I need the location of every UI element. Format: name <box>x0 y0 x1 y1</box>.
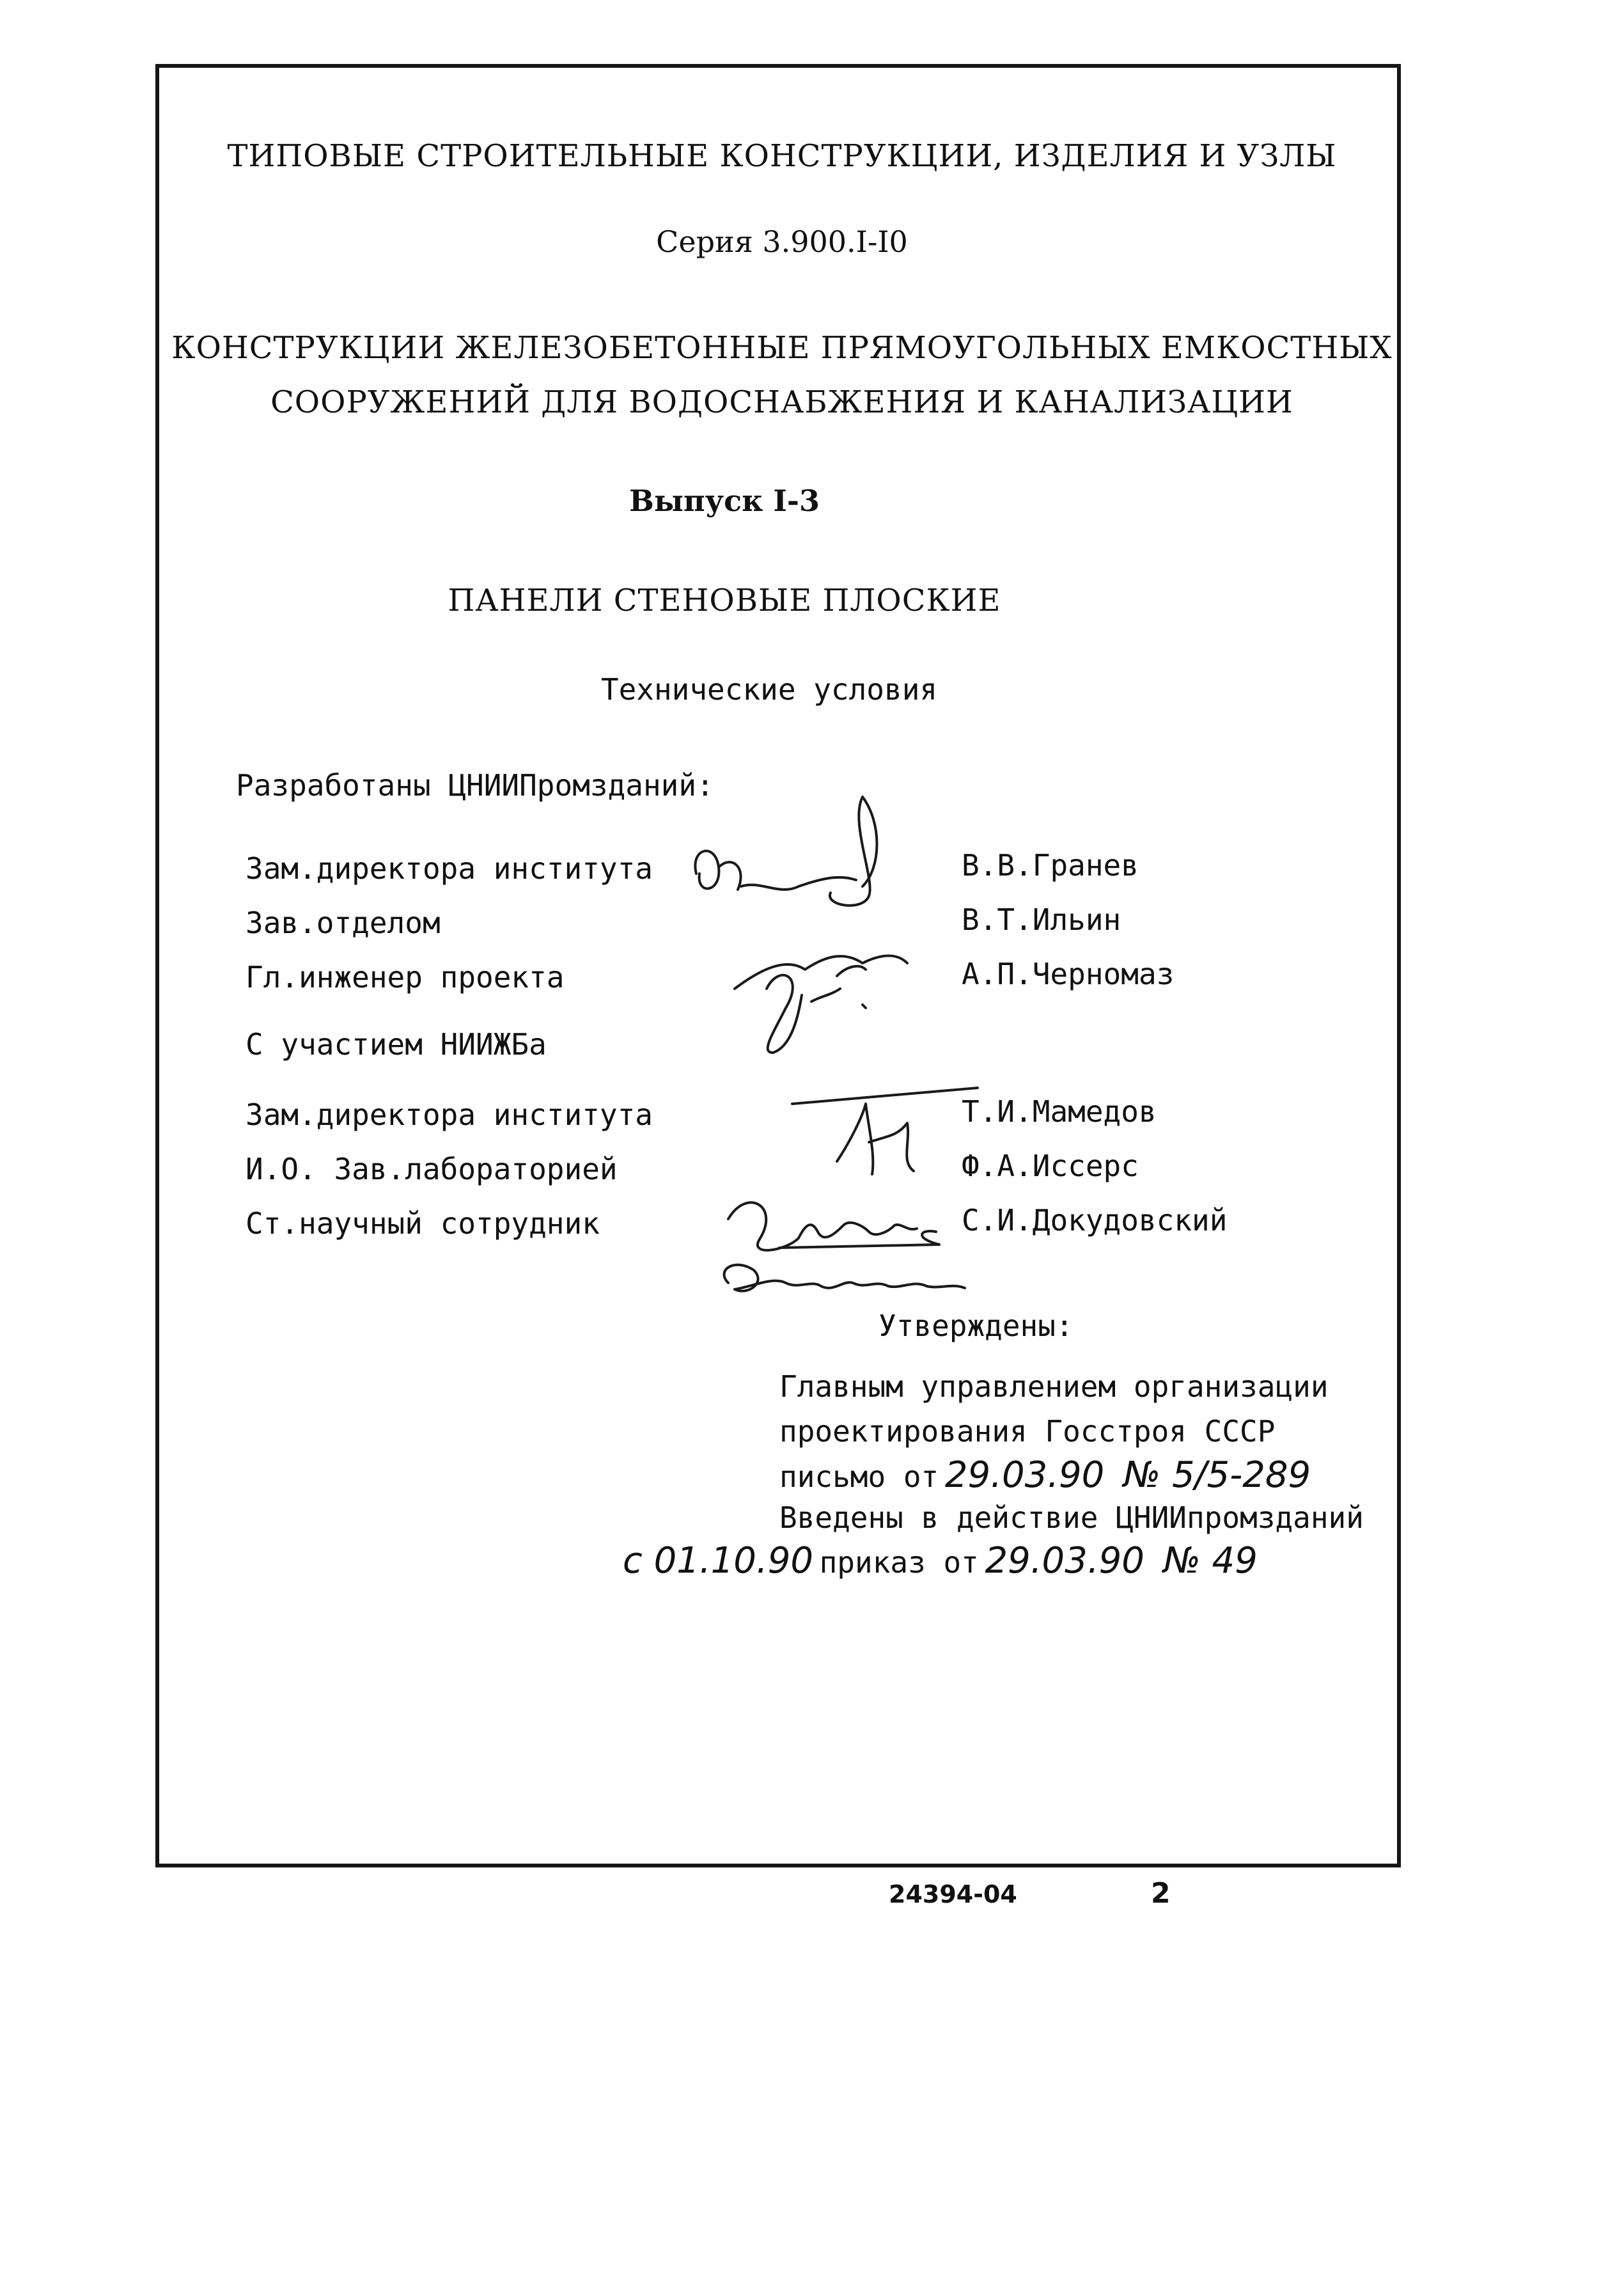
signature-granev <box>671 784 965 1065</box>
page-number: 2 <box>1151 1877 1171 1910</box>
page-frame <box>155 64 1401 1867</box>
approval-letter <box>779 1454 1311 1496</box>
approval-line-2: проектирования Госстроя СССР <box>779 1414 1276 1449</box>
participant-role-1: Зам.директора института <box>246 1097 653 1132</box>
letter-prefix: письмо от <box>779 1459 939 1494</box>
participant-name-1: Т.И.Мамедов <box>962 1094 1157 1129</box>
document-code: 24394-04 <box>889 1880 1017 1908</box>
participants-heading: С участием НИИЖБа <box>246 1027 547 1062</box>
approval-line-4: Введены в действие ЦНИИпромзданий <box>779 1500 1364 1535</box>
participant-role-2: И.О. Зав.лабораторией <box>246 1152 618 1186</box>
order-prefix: приказ от <box>819 1545 979 1580</box>
order-number: № 49 <box>1163 1540 1258 1582</box>
developer-name-1: В.В.Гранев <box>962 848 1139 883</box>
approval-order <box>623 1540 1258 1582</box>
developer-role-1: Зам.директора института <box>246 851 653 886</box>
participant-name-2: Ф.А.Иссерс <box>962 1149 1139 1183</box>
participant-name-3: С.И.Докудовский <box>962 1203 1228 1238</box>
document-title: ТИПОВЫЕ СТРОИТЕЛЬНЫЕ КОНСТРУКЦИИ, ИЗДЕЛИЯ И УЗЛЫ <box>227 138 1337 174</box>
letter-date: 29.03.90 <box>944 1454 1105 1496</box>
letter-number: № 5/5-289 <box>1123 1454 1311 1496</box>
issue-number: Выпуск I-3 <box>629 483 820 518</box>
approval-line-1: Главным управлением организации <box>779 1369 1329 1404</box>
subject-line-1: КОНСТРУКЦИИ ЖЕЛЕЗОБЕТОННЫЕ ПРЯМОУГОЛЬНЫХ ЕМКОСТНЫХ <box>171 330 1393 366</box>
order-date: 29.03.90 <box>985 1540 1144 1582</box>
subject-line-2: СООРУЖЕНИЙ ДЛЯ ВОДОСНАБЖЕНИЯ И КАНАЛИЗАЦИИ <box>270 384 1293 420</box>
developer-name-2: В.Т.Ильин <box>962 902 1121 937</box>
developer-name-3: А.П.Черномаз <box>962 957 1175 991</box>
part-title: ПАНЕЛИ СТЕНОВЫЕ ПЛОСКИЕ <box>448 583 1001 618</box>
series-number: Серия 3.900.I-I0 <box>656 224 908 259</box>
developer-role-2: Зав.отделом <box>246 906 441 940</box>
signature-mamedov <box>683 1027 1042 1308</box>
developer-role-3: Гл.инженер проекта <box>246 960 565 994</box>
participant-role-3: Ст.научный сотрудник <box>246 1206 600 1241</box>
document-type: Технические условия <box>600 672 938 707</box>
developers-heading: Разработаны ЦНИИПромзданий: <box>236 768 714 803</box>
approval-heading: Утверждены: <box>878 1308 1074 1343</box>
effective-date: с 01.10.90 <box>623 1540 813 1582</box>
